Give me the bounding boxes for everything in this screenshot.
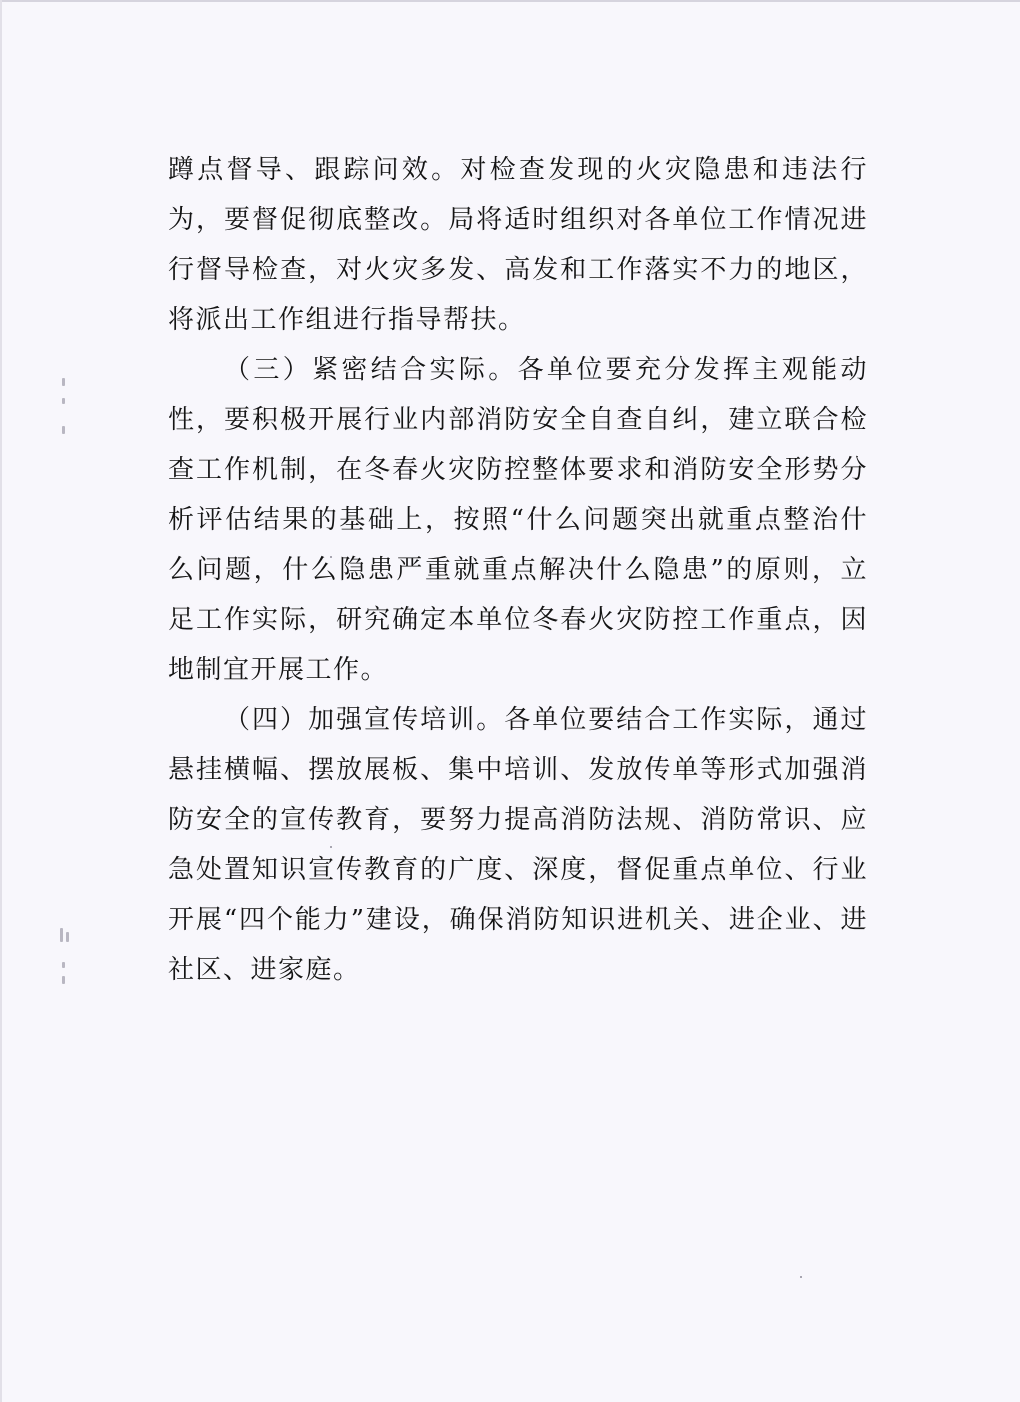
- paragraph-continuation: 蹲点督导、跟踪问效。对检查发现的火灾隐患和违法行为，要督促彻底整改。局将适时组织对各单位工作情况进行督导检查，对火灾多发、高发和工作落实不力的地区，将派出工作组进行指导帮扶。: [168, 155, 868, 335]
- binding-mark: [62, 962, 65, 968]
- binding-mark: [62, 426, 65, 434]
- binding-mark: [62, 398, 65, 404]
- binding-mark: [62, 378, 65, 386]
- binding-mark: [66, 932, 69, 942]
- scan-top-edge: [0, 0, 1020, 2]
- paragraph-section-4: （四）加强宣传培训。各单位要结合工作实际，通过悬挂横幅、摆放展板、集中培训、发放传单等形式加强消防安全的宣传教育，要努力提高消防法规、消防常识、应急处置知识宣传教育的广度、深度，督促重点单位、行业开展“四个能力”建设，确保消防知识进机关、进企业、进社区、进家庭。: [168, 705, 868, 985]
- binding-mark: [60, 928, 63, 942]
- document-body: [168, 145, 868, 995]
- paragraph-section-3: （三）紧密结合实际。各单位要充分发挥主观能动性，要积极开展行业内部消防安全自查自纠，建立联合检查工作机制，在冬春火灾防控整体要求和消防安全形势分析评估结果的基础上，按照“什么问题突出就重点整治什么问题，什么隐患严重就重点解决什么隐患”的原则，立足工作实际，研究确定本单位冬春火灾防控工作重点，因地制宜开展工作。: [168, 355, 868, 685]
- scan-speck: [800, 1276, 802, 1278]
- binding-mark: [62, 976, 65, 984]
- scan-left-edge: [0, 0, 2, 1402]
